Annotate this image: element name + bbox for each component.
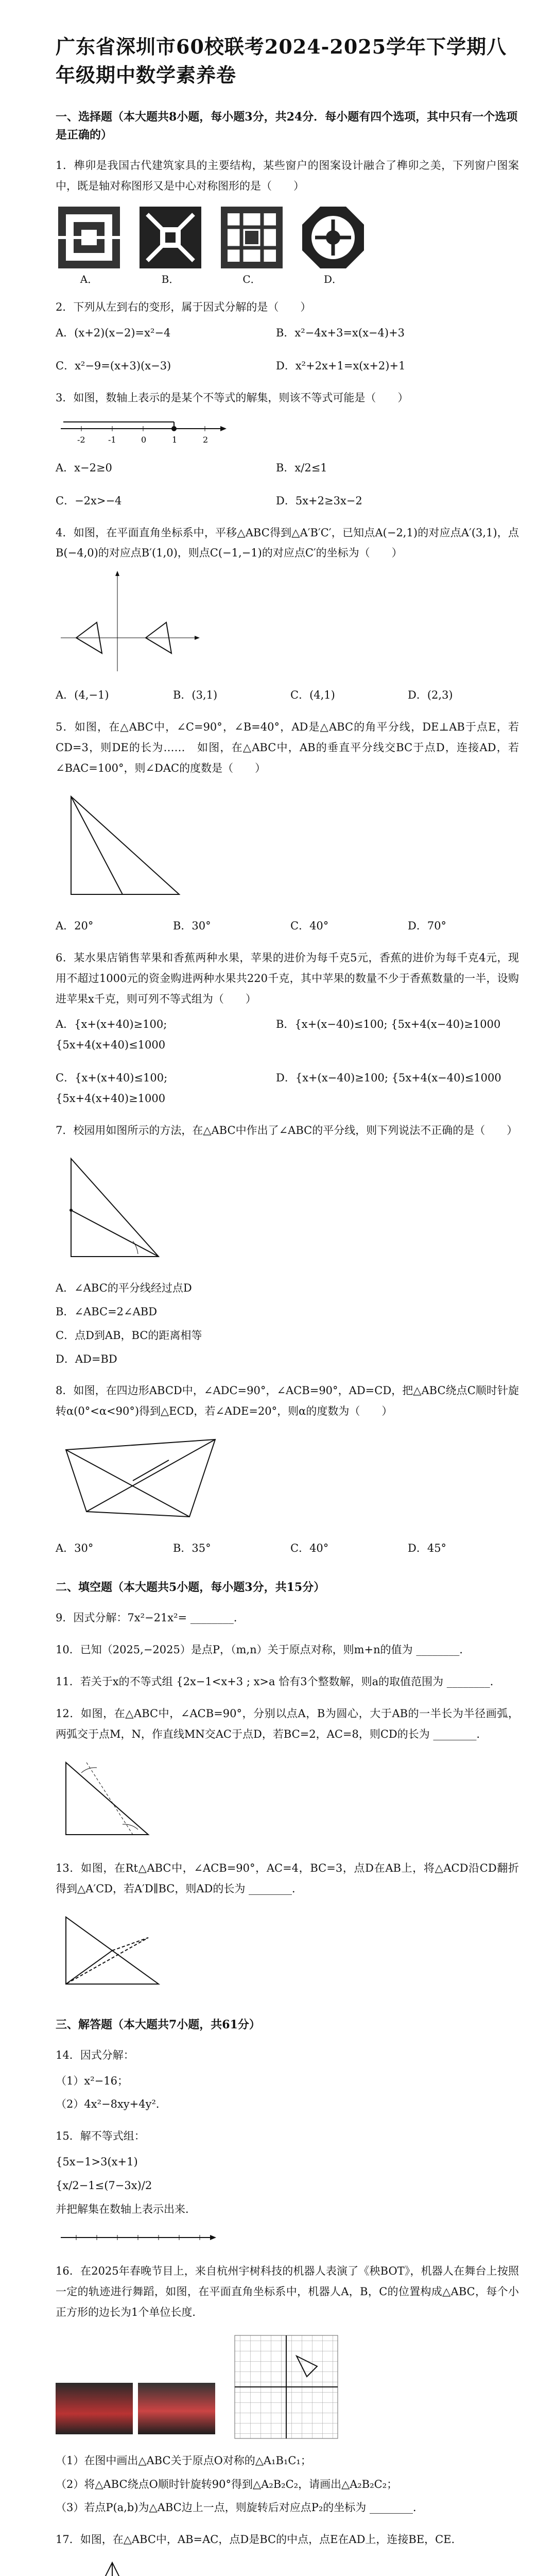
question-5: 5．如图，在△ABC中，∠C=90°，∠B=40°，AD是△ABC的角平分线，DE⊥AB于点E，若CD=3，则DE的长为…… 如图，在△ABC中，AB的垂直平分线交BC于点D，连接AD，若∠BAC=100°，则∠DAC的度数是（ ） <box>56 721 519 774</box>
pattern-a-label: A． <box>80 273 98 286</box>
q5-option-a[interactable]: A．20° <box>56 919 94 932</box>
q4-option-d[interactable]: D．(2,3) <box>408 689 453 702</box>
q8-option-a[interactable]: A．30° <box>56 1542 94 1555</box>
question-11: 11．若关于x的不等式组 {2x−1<x+3 ; x>a 恰有3个整数解，则a的取值范围为 ________． <box>56 1675 501 1688</box>
pattern-b <box>137 204 204 286</box>
q3-options <box>56 458 519 512</box>
q7-option-c[interactable]: C．点D到AB，BC的距离相等 <box>56 1329 202 1342</box>
q14-part-2: （2）4x²−8xy+4y²． <box>56 2098 167 2111</box>
q6-option-b[interactable]: B．{x+(x−40)≤100; {5x+4(x−40)≥1000 <box>276 1018 501 1031</box>
robot-performance-photo <box>56 2383 215 2434</box>
question-6: 6．某水果店销售苹果和香蕉两种水果，苹果的进价为每千克5元，香蕉的进价为每千克4元，现用不超过1000元的资金购进两种水果共220千克，其中苹果的数量不少于香蕉数量的一半，设购进苹果x千克，则可列不等式组为（ ） <box>56 951 519 1005</box>
q2-option-c[interactable]: C．x²−9=(x+3)(x−3) <box>56 359 171 372</box>
tick-label: -1 <box>108 434 116 445</box>
tick-label: 0 <box>141 434 147 445</box>
q12-figure <box>56 1752 519 1847</box>
question-1: 1．榫卯是我国古代建筑家具的主要结构，某些窗户的图案设计融合了榫卯之美，下列窗户图案中，既是轴对称图形又是中心对称图形的是（ ） <box>56 159 519 193</box>
q17-figure <box>56 2557 519 2576</box>
window-pattern-d-icon <box>300 204 367 271</box>
question-9: 9．因式分解：7x²−21x²= ________． <box>56 1612 245 1624</box>
q8-option-d[interactable]: D．45° <box>408 1542 447 1555</box>
q7-option-a[interactable]: A．∠ABC的平分线经过点D <box>56 1281 192 1294</box>
exam-title: 广东省深圳市60校联考2024-2025学年下学期八年级期中数学素养卷 <box>56 35 507 87</box>
triangle-bisector-figure <box>56 786 189 905</box>
blank-number-line-figure <box>56 2227 220 2248</box>
q5-option-d[interactable]: D．70° <box>408 919 447 932</box>
question-14: 14．因式分解： <box>56 2048 134 2061</box>
translated-triangle-figure <box>56 571 200 674</box>
section-2-heading: 二、填空题（本大题共5小题，每小题3分，共15分） <box>56 1581 325 1595</box>
q8-option-c[interactable]: C．40° <box>290 1542 329 1555</box>
q3-option-a[interactable]: A．x−2≥0 <box>56 461 112 474</box>
q4-option-c[interactable]: C．(4,1) <box>290 689 335 702</box>
q4-coordinate-figure <box>56 571 519 676</box>
q16-figures <box>56 2330 519 2444</box>
q4-option-b[interactable]: B．(3,1) <box>173 689 218 702</box>
section-3-heading: 三、解答题（本大题共7小题，共61分） <box>56 2018 260 2031</box>
q7-option-b[interactable]: B．∠ABC=2∠ABD <box>56 1305 158 1318</box>
rotated-quadrilateral-figure <box>56 1429 225 1527</box>
pattern-d-label: D． <box>323 273 343 286</box>
folded-triangle-figure <box>56 1907 169 1994</box>
q5-option-b[interactable]: B．30° <box>173 919 211 932</box>
q8-option-b[interactable]: B．35° <box>173 1542 211 1555</box>
tick-label: -2 <box>77 434 85 445</box>
question-3: 3．如图，数轴上表示的是某个不等式的解集，则该不等式可能是（ ） <box>56 391 409 404</box>
q16-part-1: （1）在图中画出△ABC关于原点O对称的△A₁B₁C₁； <box>56 2454 311 2467</box>
question-8: 8．如图，在四边形ABCD中，∠ADC=90°，∠ACB=90°，AD=CD，把△ABC绕点C顺时针旋转α(0°<α<90°)得到△ECD，若∠ADE=20°，则α的度数为（ ） <box>56 1384 519 1418</box>
window-pattern-c-icon <box>218 204 285 271</box>
number-line-figure <box>56 416 231 447</box>
q6-option-d[interactable]: D．{x+(x−40)≥100; {5x+4(x−40)≤1000 <box>276 1072 501 1084</box>
q15-system-line-2: {x/2−1≤(7−3x)/2 <box>56 2179 152 2192</box>
question-10: 10．已知（2025,−2025）是点P，（m,n）关于原点对称，则m+n的值为 ________． <box>56 1643 471 1656</box>
q2-option-b[interactable]: B．x²−4x+3=x(x−4)+3 <box>276 327 405 340</box>
robot-photo-frame-2 <box>138 2383 215 2434</box>
section-1-heading: 一、选择题（本大题共8小题，每小题3分，共24分．每小题有四个选项，其中只有一个选项是正确的） <box>56 110 518 142</box>
robot-photo-frame-1 <box>56 2383 133 2434</box>
question-16: 16．在2025年春晚节目上，来自杭州宇树科技的机器人表演了《秧BOT》，机器人在舞台上按照一定的轨迹进行舞蹈，如图，在平面直角坐标系中，机器人A，B，C的位置构成△ABC，每个小正方形的边长为1个单位长度． <box>56 2264 519 2318</box>
q14-part-1: （1）x²−16； <box>56 2074 128 2087</box>
question-12: 12．如图，在△ABC中，∠ACB=90°，分别以点A，B为圆心，大于AB的一半长为半径画弧，两弧交于点M，N，作直线MN交AC于点D，若BC=2，AC=8，则CD的长为 ________． <box>56 1707 519 1740</box>
q2-options <box>56 323 519 377</box>
q7-figure <box>56 1148 519 1269</box>
q2-option-a[interactable]: A．(x+2)(x−2)=x²−4 <box>56 327 171 340</box>
q5-figure <box>56 786 519 907</box>
q4-option-a[interactable]: A．(4,−1) <box>56 689 109 702</box>
isosceles-triangle-figure <box>56 2557 169 2576</box>
q13-figure <box>56 1907 519 1996</box>
q5-option-c[interactable]: C．40° <box>290 919 329 932</box>
pattern-b-label: B． <box>161 273 180 286</box>
pattern-a <box>56 204 123 286</box>
q15-blank-number-line <box>56 2227 519 2250</box>
question-13: 13．如图，在Rt△ABC中，∠ACB=90°，AC=4，BC=3，点D在AB上，将△ACD沿CD翻折得到△A′CD，若A′D∥BC，则AD的长为 ________． <box>56 1861 519 1895</box>
tick-label: 2 <box>203 434 208 445</box>
q8-options <box>56 1538 519 1559</box>
q7-option-d[interactable]: D．AD=BD <box>56 1352 117 1365</box>
q3-number-line <box>56 416 519 449</box>
window-pattern-b-icon <box>137 204 204 271</box>
q16-part-3: （3）若点P(a,b)为△ABC边上一点，则旋转后对应点P₂的坐标为 ________． <box>56 2501 424 2514</box>
q2-option-d[interactable]: D．x²+2x+1=x(x+2)+1 <box>276 359 406 372</box>
robot-grid-figure <box>230 2330 343 2444</box>
question-17: 17．如图，在△ABC中，AB=AC，点D是BC的中点，点E在AD上，连接BE，CE． <box>56 2533 462 2546</box>
q3-option-b[interactable]: B．x/2≤1 <box>276 461 327 474</box>
q5-options <box>56 916 519 937</box>
question-7: 7．校园用如图所示的方法，在△ABC中作出了∠ABC的平分线，则下列说法不正确的是（ ） <box>56 1124 518 1137</box>
q6-option-a[interactable]: A．{x+(x+40)≥100; {5x+4(x+40)≤1000 <box>56 1018 167 1052</box>
perpendicular-bisector-figure <box>56 1752 159 1845</box>
q16-part-2: （2）将△ABC绕点O顺时针旋转90°得到△A₂B₂C₂，请画出△A₂B₂C₂； <box>56 2478 398 2490</box>
question-4: 4．如图，在平面直角坐标系中，平移△ABC得到△A′B′C′，已知点A(−2,1)的对应点A′(3,1)，点B(−4,0)的对应点B′(1,0)，则点C(−1,−1)的对应点C′的坐标为（ ） <box>56 526 519 560</box>
q3-option-d[interactable]: D．5x+2≥3x−2 <box>276 494 362 507</box>
q3-option-c[interactable]: C．−2x>−4 <box>56 494 122 507</box>
tick-label: 1 <box>172 434 178 445</box>
q8-figure <box>56 1429 519 1529</box>
pattern-c <box>218 204 285 286</box>
q4-options <box>56 685 519 706</box>
question-2: 2．下列从左到右的变形，属于因式分解的是（ ） <box>56 301 311 314</box>
window-pattern-a-icon <box>56 204 123 271</box>
q6-option-c[interactable]: C．{x+(x+40)≤100; {5x+4(x+40)≥1000 <box>56 1072 168 1105</box>
question-15: 15．解不等式组： <box>56 2130 145 2143</box>
q15-tail: 并把解集在数轴上表示出来． <box>56 2203 196 2216</box>
q15-system-line-1: {5x−1>3(x+1) <box>56 2156 138 2168</box>
pattern-c-label: C． <box>242 273 261 286</box>
q1-window-patterns <box>56 204 519 286</box>
pattern-d <box>300 204 367 286</box>
angle-bisector-construction-figure <box>56 1148 174 1267</box>
q6-options <box>56 1014 519 1109</box>
